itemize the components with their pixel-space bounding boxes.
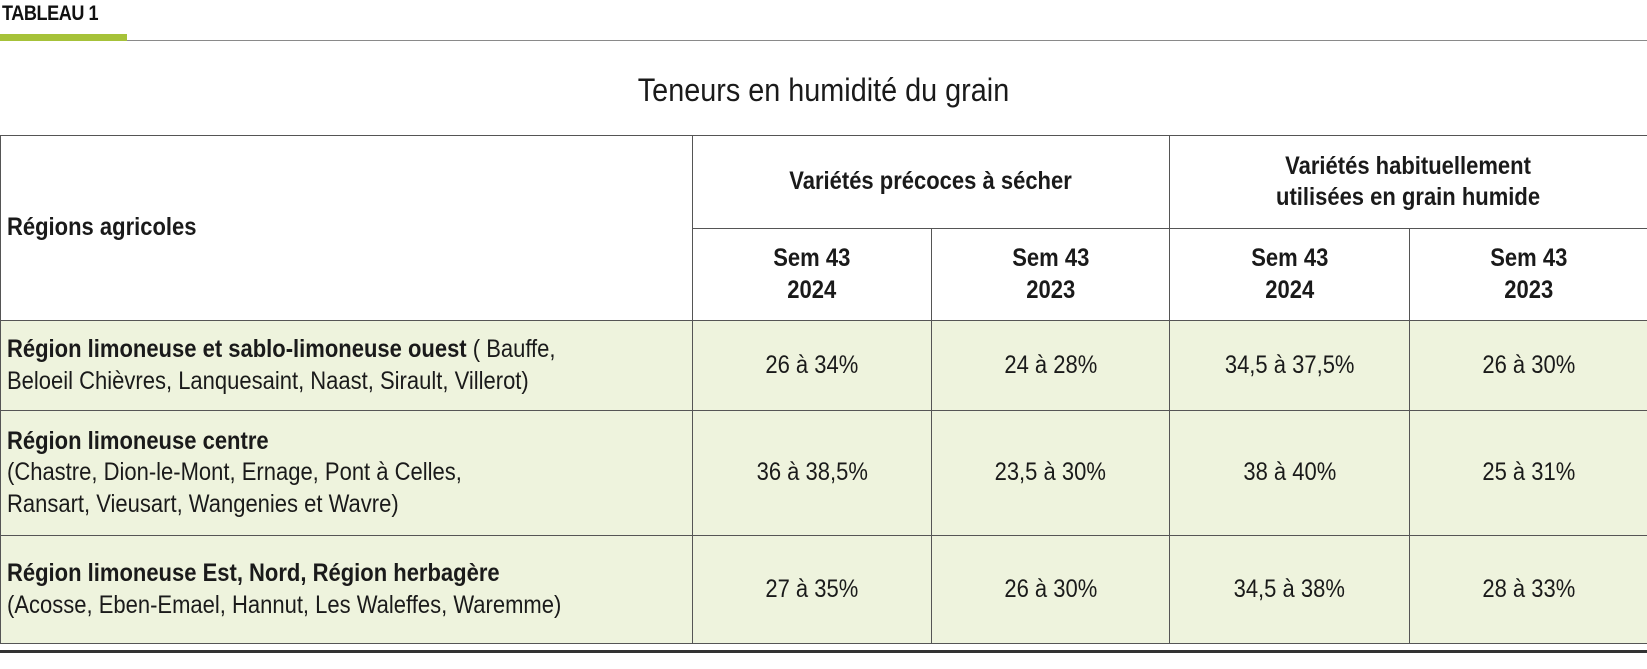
table-row bbox=[1, 536, 1647, 644]
region-detail: (Chastre, Dion-le-Mont, Ernage, Pont à Celles, bbox=[7, 458, 462, 487]
table-label: TABLEAU 1 bbox=[2, 2, 99, 25]
value-cell: 26 à 30% bbox=[932, 536, 1170, 644]
region-detail: Ransart, Vieusart, Wangenies et Wavre) bbox=[7, 489, 399, 518]
table-label-bar bbox=[0, 0, 1647, 44]
table-row bbox=[1, 321, 1647, 411]
label-accent-bar bbox=[0, 34, 127, 41]
region-detail: (Acosse, Eben-Emael, Hannut, Les Waleffes, Waremme) bbox=[7, 590, 562, 619]
header-sub: Sem 43 2023 bbox=[932, 229, 1170, 321]
bottom-rule bbox=[0, 650, 1647, 653]
table-row bbox=[1, 411, 1647, 536]
header-group-humid: Variétés habituellement utilisées en grain humide bbox=[1170, 136, 1647, 229]
value-cell: 28 à 33% bbox=[1410, 536, 1647, 644]
region-cell bbox=[1, 536, 693, 644]
header-sub: Sem 43 2023 bbox=[1410, 229, 1647, 321]
value-cell: 34,5 à 38% bbox=[1170, 536, 1410, 644]
value-cell: 36 à 38,5% bbox=[693, 411, 932, 536]
region-detail: ( Bauffe, bbox=[466, 335, 556, 364]
value-cell: 24 à 28% bbox=[932, 321, 1170, 411]
value-cell: 27 à 35% bbox=[693, 536, 932, 644]
header-sub: Sem 43 2024 bbox=[1170, 229, 1410, 321]
label-rule bbox=[127, 40, 1647, 41]
region-cell bbox=[1, 321, 693, 411]
header-sub: Sem 43 2024 bbox=[693, 229, 932, 321]
header-regions: Régions agricoles bbox=[1, 136, 693, 321]
region-cell bbox=[1, 411, 693, 536]
value-cell: 34,5 à 37,5% bbox=[1170, 321, 1410, 411]
value-cell: 25 à 31% bbox=[1410, 411, 1647, 536]
region-name: Région limoneuse et sablo-limoneuse ouest bbox=[7, 335, 467, 364]
value-cell: 26 à 34% bbox=[693, 321, 932, 411]
value-cell: 26 à 30% bbox=[1410, 321, 1647, 411]
value-cell: 38 à 40% bbox=[1170, 411, 1410, 536]
region-name: Région limoneuse centre bbox=[7, 427, 269, 456]
region-name: Région limoneuse Est, Nord, Région herbagère bbox=[7, 559, 500, 588]
moisture-table bbox=[0, 135, 1647, 644]
value-cell: 23,5 à 30% bbox=[932, 411, 1170, 536]
region-detail: Beloeil Chièvres, Lanquesaint, Naast, Sirault, Villerot) bbox=[7, 366, 529, 395]
table-title: Teneurs en humidité du grain bbox=[637, 72, 1010, 108]
header-group-early: Variétés précoces à sécher bbox=[693, 136, 1170, 229]
